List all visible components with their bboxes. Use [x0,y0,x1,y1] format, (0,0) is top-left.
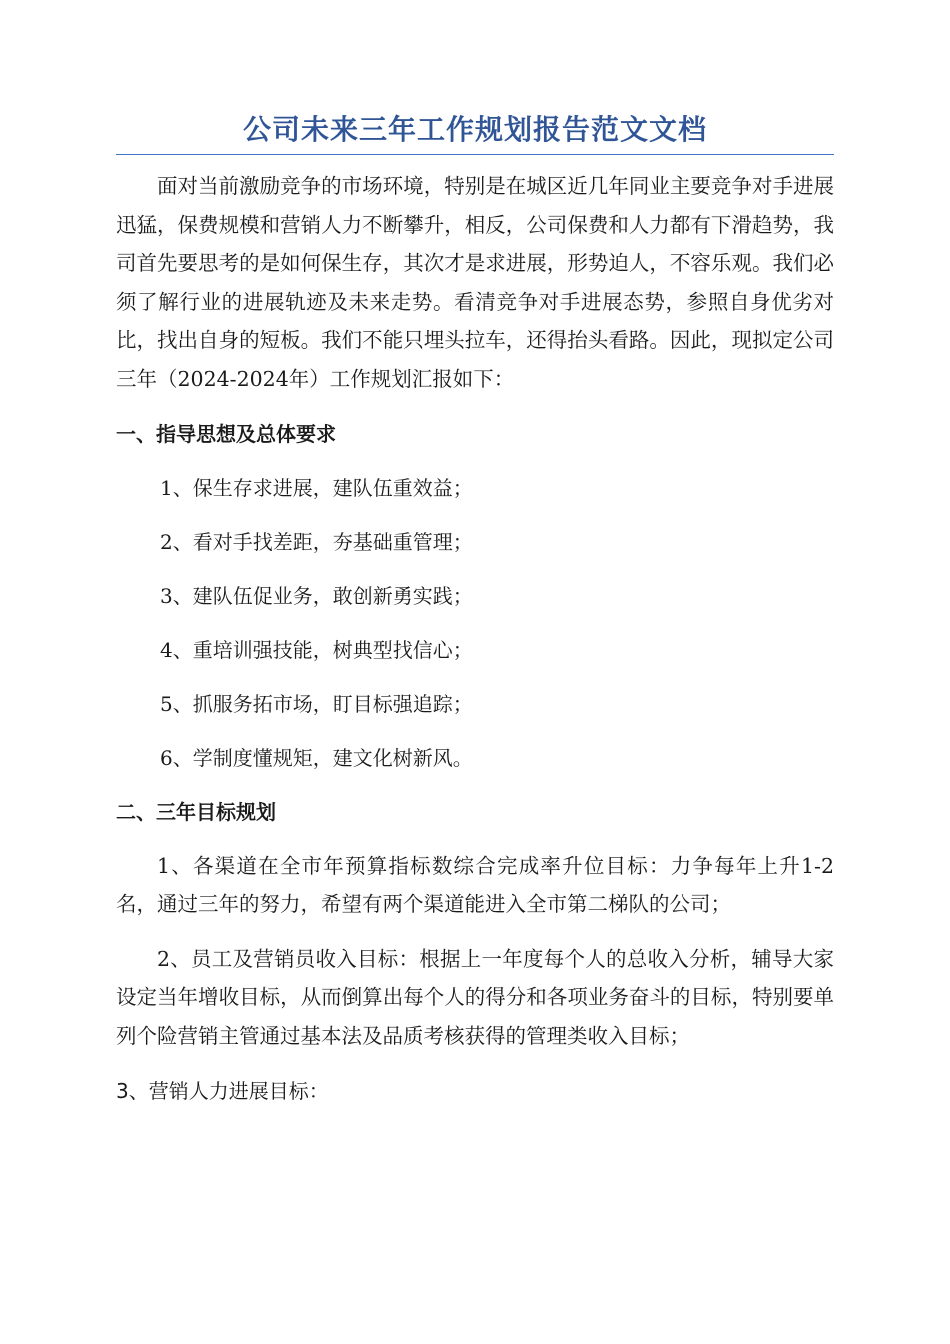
section2-paragraph-1: 1、各渠道在全市年预算指标数综合完成率升位目标：力争每年上升1-2名，通过三年的努力，希望有两个渠道能进入全市第二梯队的公司； [116,853,834,917]
document-page [116,112,834,1110]
section1-item: 6、学制度懂规矩，建文化树新风。 [160,745,473,770]
section1-item: 4、重培训强技能，树典型找信心； [160,637,473,662]
section2-paragraph-2: 2、员工及营销员收入目标：根据上一年度每个人的总收入分析，辅导大家设定当年增收目标，从而倒算出每个人的得分和各项业务奋斗的目标，特别要单列个险营销主管通过基本法及品质考核获得的管理类收入目标； [116,946,834,1048]
section2-paragraph-3: 3、营销人力进展目标： [116,1078,329,1103]
document-title: 公司未来三年工作规划报告范文文档 [116,112,834,155]
section1-item: 2、看对手找差距，夯基础重管理； [160,529,473,554]
section1-item: 3、建队伍促业务，敢创新勇实践； [160,583,473,608]
section1-item: 5、抓服务拓市场，盯目标强追踪； [160,691,473,716]
section2-heading: 二、三年目标规划 [116,799,276,824]
intro-paragraph: 面对当前激励竞争的市场环境，特别是在城区近几年同业主要竞争对手进展迅猛，保费规模和营销人力不断攀升，相反，公司保费和人力都有下滑趋势，我司首先要思考的是如何保生存，其次才是求进展，形势迫人，不容乐观。我们必须了解行业的进展轨迹及未来走势。看清竞争对手进展态势，参照自身优劣对比，找出自身的短板。我们不能只埋头拉车，还得抬头看路。因此，现拟定公司三年（2024-2024年）工作规划汇报如下： [116,174,834,391]
section1-heading: 一、指导思想及总体要求 [116,421,336,446]
section1-item: 1、保生存求进展，建队伍重效益； [160,475,473,500]
